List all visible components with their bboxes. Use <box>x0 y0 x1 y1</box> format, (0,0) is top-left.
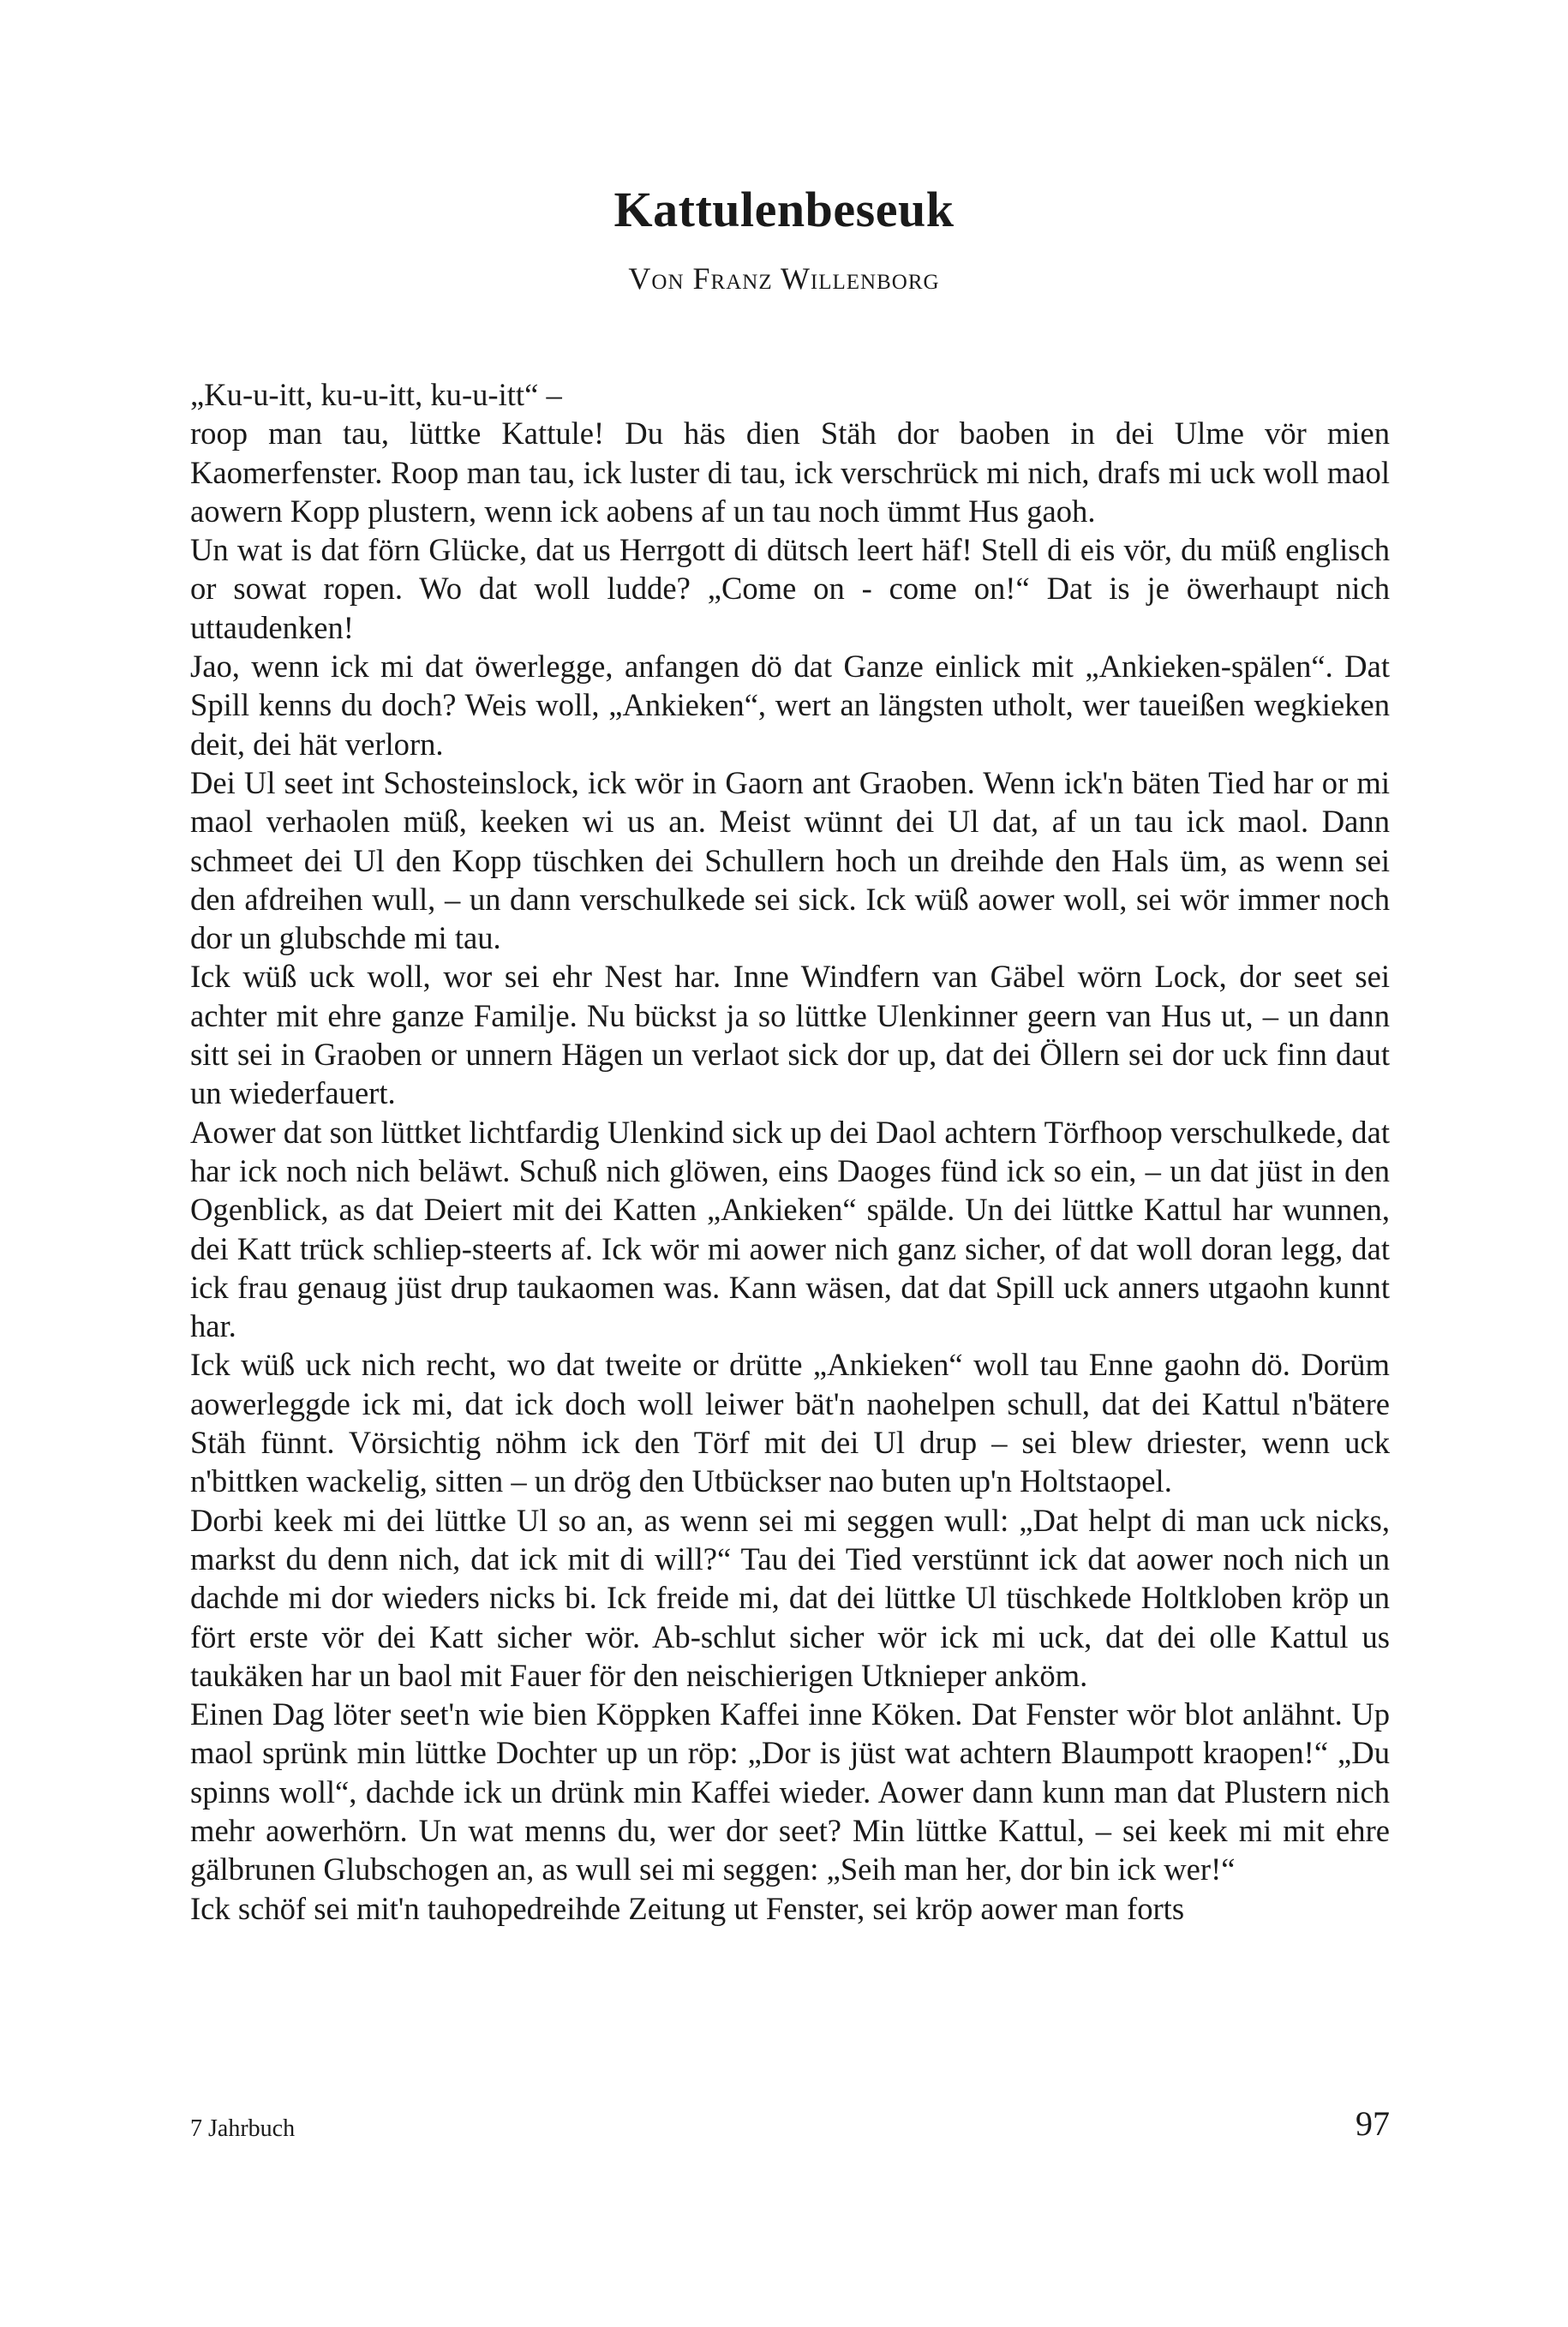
article-body <box>190 375 1390 1928</box>
page-number: 97 <box>1356 2104 1390 2143</box>
paragraph-1: „Ku-u-itt, ku-u-itt, ku-u-itt“ – roop man tau, lüttke Kattule! Du häs dien Stäh dor baoben in dei Ulme vör mien Kaomerfenster. Roop man tau, ick luster di tau, ick verschrück mi nich, drafs mi uck woll maol aowern Kopp plustern, wenn ick aobens af un tau noch ümmt Hus gaoh. <box>190 377 1390 529</box>
paragraph-4: Dei Ul seet int Schosteinslock, ick wör in Gaorn ant Graoben. Wenn ick'n bäten Tied har or mi maol verhaolen müß, keeken wi us an. Meist wünnt dei Ul dat, af un tau ick maol. Dann schmeet dei Ul den Kopp tüschken dei Schullern hoch un dreihde den Hals üm, as wenn sei den afdreihen wull, – un dann verschulkede sei sick. Ick wüß aower woll, sei wör immer noch dor un glubschde mi tau. <box>190 764 1390 956</box>
paragraph-3: Jao, wenn ick mi dat öwerlegge, anfangen dö dat Ganze einlick mit „Ankieken-spälen“. Dat Spill kenns du doch? Weis woll, „Ankieken“, wert an längsten utholt, wer taueißen wegkieken deit, dei hät verlorn. <box>190 649 1390 762</box>
paragraph-5: Ick wüß uck woll, wor sei ehr Nest har. Inne Windfern van Gäbel wörn Lock, dor seet sei achter mit ehre ganze Familje. Nu bückst ja so lüttke Ulenkinner geern van Hus ut, – un dann sitt sei in Graoben or unnern Hägen un verlaot sick dor up, dat dei Öllern sei dor uck finn daut un wiederfauert. <box>190 959 1390 1111</box>
paragraph-8: Dorbi keek mi dei lüttke Ul so an, as wenn sei mi seggen wull: „Dat helpt di man uck nicks, markst du denn nich, dat ick mit di will?“ Tau dei Tied verstünnt ick dat aower noch nich un dachde mi dor wieders nicks bi. Ick freide mi, dat dei lüttke Ul tüschkede Holtkloben kröp un fört erste vör dei Katt sicher wör. Ab-schlut sicher wör ick mi uck, dat dei olle Kattul us taukäken har un baol mit Fauer för den neischierigen Utknieper anköm. <box>190 1502 1390 1693</box>
paragraph-9: Einen Dag löter seet'n wie bien Köppken Kaffei inne Köken. Dat Fenster wör blot anlähnt. Up maol sprünk min lüttke Dochter up un röp: „Dor is jüst wat achtern Blaumpott kraopen!“ „Du spinns woll“, dachde ick un drünk min Kaffei wieder. Aower dann kunn man dat Plustern nich mehr aowerhörn. Un wat menns du, wer dor seet? Min lüttke Kattul, – sei keek mi mit ehre gälbrunen Glubschogen an, as wull sei mi seggen: „Seih man her, dor bin ick wer!“ <box>190 1696 1390 1887</box>
paragraph-2: Un wat is dat förn Glücke, dat us Herrgott di dütsch leert häf! Stell di eis vör, du müß englisch or sowat ropen. Wo dat woll ludde? „Come on - come on!“ Dat is je öwerhaupt nich uttaudenken! <box>190 532 1390 645</box>
article-title: Kattulenbeseuk <box>613 182 955 237</box>
footer-signature: 7 Jahrbuch <box>190 2115 296 2142</box>
paragraph-6: Aower dat son lüttket lichtfardig Ulenkind sick up dei Daol achtern Törfhoop verschulkede, dat har ick noch nich beläwt. Schuß nich glöwen, eins Daoges fünd ick so ein, – un dat jüst in den Ogenblick, as dat Deiert mit dei Katten „Ankieken“ spälde. Un dei lüttke Kattul har wunnen, dei Katt trück schliep-steerts af. Ick wör mi aower nich ganz sicher, of dat woll doran legg, dat ick frau genaug jüst drup taukaomen was. Kann wäsen, dat dat Spill uck anners utgaohn kunnt har. <box>190 1114 1390 1344</box>
author-byline: Von Franz Willenborg <box>628 261 940 296</box>
paragraph-7: Ick wüß uck nich recht, wo dat tweite or drütte „Ankieken“ woll tau Enne gaohn dö. Dorüm aowerleggde ick mi, dat ick doch woll leiwer bät'n naohelpen schull, dat dei Kattul n'bätere Stäh fünnt. Vörsichtig nöhm ick den Törf mit dei Ul drup – sei blew driester, wenn uck n'bittken wackelig, sitten – un drög den Utbückser nao buten up'n Holtstaopel. <box>190 1347 1390 1499</box>
paragraph-10: Ick schöf sei mit'n tauhopedreihde Zeitung ut Fenster, sei kröp aower man forts <box>190 1890 1185 1926</box>
